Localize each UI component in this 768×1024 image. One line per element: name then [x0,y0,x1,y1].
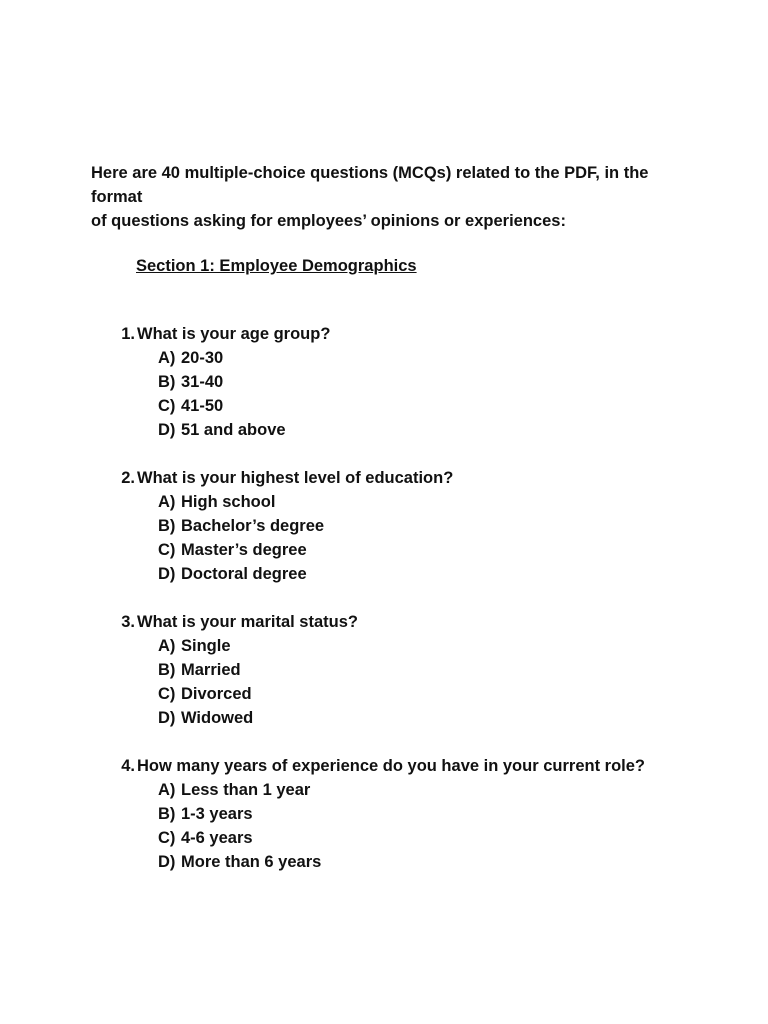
option-letter: C) [158,685,176,703]
option-item [158,370,728,394]
option-item [158,394,728,418]
option-text: 41-50 [181,397,224,415]
question-line [108,322,728,346]
option-list [158,778,728,874]
option-letter: B) [158,661,176,679]
option-text: 4-6 years [181,829,253,847]
option-item [158,826,728,850]
option-item [158,850,728,874]
intro-paragraph [91,161,691,233]
option-item [158,634,728,658]
section-heading: Section 1: Employee Demographics [136,257,417,275]
option-text: More than 6 years [181,853,322,871]
question-text: How many years of experience do you have in your current role? [137,757,645,775]
option-letter: B) [158,805,176,823]
option-letter: B) [158,517,176,535]
question-1 [108,322,728,442]
option-item [158,682,728,706]
question-list [108,322,728,898]
option-item [158,346,728,370]
option-text: Bachelor’s degree [181,517,325,535]
option-item [158,562,728,586]
option-letter: C) [158,397,176,415]
option-letter: A) [158,493,176,511]
option-text: Widowed [181,709,254,727]
option-item [158,514,728,538]
option-list [158,634,728,730]
option-text: 51 and above [181,421,286,439]
option-letter: D) [158,421,176,439]
option-text: Divorced [181,685,252,703]
option-letter: D) [158,709,176,727]
option-letter: B) [158,373,176,391]
question-line [108,610,728,634]
question-number: 1. [121,325,135,343]
option-list [158,346,728,442]
option-item [158,418,728,442]
option-letter: D) [158,565,176,583]
option-letter: C) [158,541,176,559]
option-text: High school [181,493,276,511]
option-item [158,490,728,514]
question-4 [108,754,728,874]
option-letter: A) [158,637,176,655]
option-text: Less than 1 year [181,781,311,799]
question-3 [108,610,728,730]
option-text: 31-40 [181,373,224,391]
option-text: Master’s degree [181,541,307,559]
question-number: 2. [121,469,135,487]
option-text: Doctoral degree [181,565,307,583]
option-item [158,778,728,802]
question-number: 3. [121,613,135,631]
intro-line-1: Here are 40 multiple-choice questions (MCQs) related to the PDF, in the format [91,164,649,206]
option-letter: A) [158,349,176,367]
question-line [108,754,728,778]
question-line [108,466,728,490]
option-item [158,706,728,730]
option-text: 1-3 years [181,805,253,823]
question-text: What is your age group? [137,325,331,343]
question-number: 4. [121,757,135,775]
option-item [158,658,728,682]
question-2 [108,466,728,586]
option-list [158,490,728,586]
question-text: What is your marital status? [137,613,358,631]
option-item [158,538,728,562]
intro-line-2: of questions asking for employees’ opinions or experiences: [91,212,566,230]
option-letter: D) [158,853,176,871]
question-text: What is your highest level of education? [137,469,454,487]
option-letter: C) [158,829,176,847]
option-text: Married [181,661,241,679]
option-letter: A) [158,781,176,799]
option-text: 20-30 [181,349,224,367]
option-item [158,802,728,826]
option-text: Single [181,637,231,655]
